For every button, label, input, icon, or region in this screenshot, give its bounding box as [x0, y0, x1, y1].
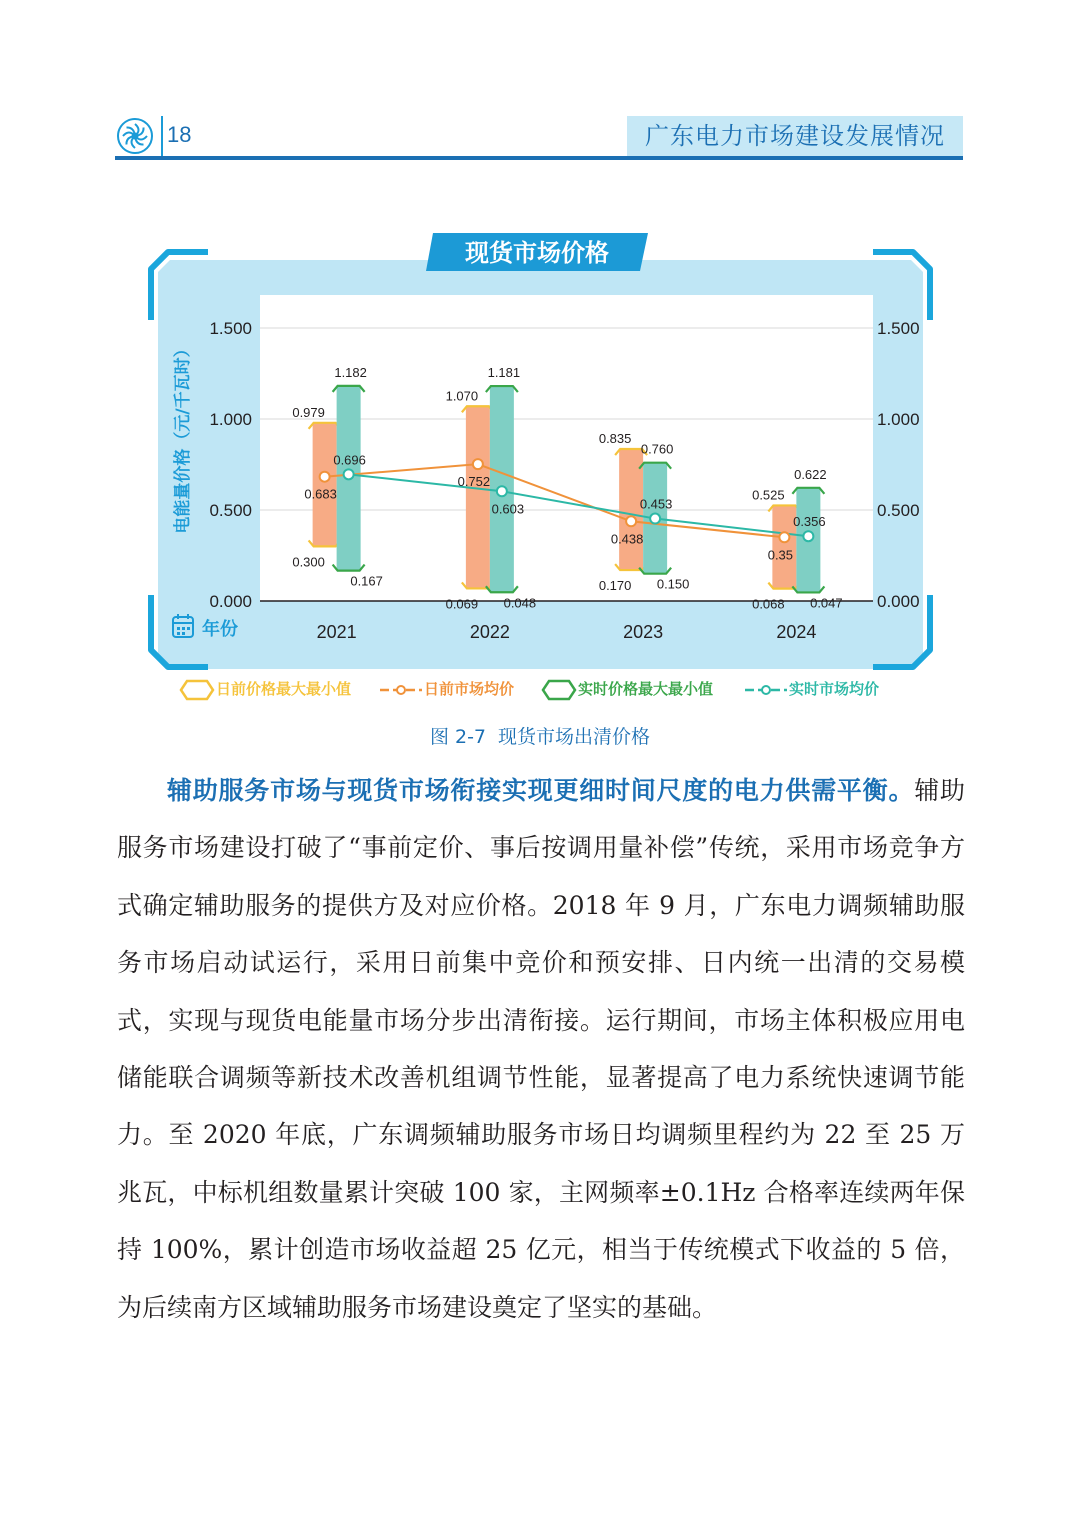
y-tick-label-right: 1.500 — [877, 319, 920, 338]
real-time-min-label: 0.047 — [810, 595, 843, 611]
x-tick-label: 2024 — [776, 622, 817, 642]
real-time-max-label: 0.760 — [640, 441, 674, 457]
bracket-icon — [178, 677, 216, 703]
x-tick-label: 2023 — [623, 622, 664, 642]
day-ahead-max-label: 1.070 — [445, 388, 479, 404]
y-tick-label-left: 1.500 — [209, 319, 252, 338]
price-chart — [148, 225, 933, 670]
real-time-average-label: 0.603 — [491, 501, 525, 517]
real-time-min-label: 0.150 — [656, 576, 690, 592]
y-tick-label-right: 1.000 — [877, 410, 920, 429]
day-ahead-average-point — [320, 472, 330, 482]
y-tick-label-right: 0.500 — [877, 501, 920, 520]
x-tick-label: 2021 — [316, 622, 357, 642]
real-time-average-point — [497, 486, 507, 496]
legend-da-range: 日前价格最大最小值 — [178, 676, 351, 702]
real-time-average-point — [803, 531, 813, 541]
real-time-average-point — [344, 469, 354, 479]
day-ahead-average-point — [473, 459, 483, 469]
page-header — [115, 112, 963, 160]
paragraph-text: 辅助服务市场建设打破了“事前定价、事后按调用量补偿”传统，采用市场竞争方式确定辅助服务的提供方及对应价格。2018 年 9 月，广东电力调频辅助服务市场启动试运行，采用日前集中竞价和预安排、日内统一出清的交易模式，实现与现货电能量市场分步出清衔接。运行期间，市场主体积极应用电储能联合调频等新技术改善机组调节性能，显著提高了电力系统快速调节能力。至 2020 年底，广东调频辅助服务市场日均调频里程约为 22 至 25 万兆瓦，中标机组数量累计突破 100 家，主网频率±0.1Hz 合格率连续两年保持 100%，累计创造市场收益超 25 亿元，相当于传统模式下收益的 5 倍，为后续南方区域辅助服务市场建设奠定了坚实的基础。 — [117, 776, 965, 1322]
real-time-average-point — [650, 514, 660, 524]
bracket-icon — [540, 677, 578, 703]
y-tick-label-left: 1.000 — [209, 410, 252, 429]
figure-number: 图 2-7 — [429, 726, 487, 748]
day-ahead-average-point — [779, 532, 789, 542]
real-time-max-label: 0.622 — [794, 466, 827, 482]
legend-rt-avg: 实时市场均价 — [743, 676, 879, 702]
y-tick-label-right: 0.000 — [877, 592, 920, 611]
chart-title: 现货市场价格 — [465, 239, 609, 267]
paragraph-lead: 辅助服务市场与现货市场衔接实现更细时间尺度的电力供需平衡。 — [167, 776, 915, 805]
legend-da-avg: 日前市场均价 — [378, 676, 514, 702]
real-time-min-label: 0.167 — [350, 573, 383, 589]
figure-title: 现货市场出清价格 — [498, 726, 651, 748]
y-axis-label: 电能量价格（元/千瓦时） — [173, 340, 193, 534]
day-ahead-average-point — [626, 516, 636, 526]
chart-legend — [178, 676, 902, 702]
section-title: 广东电力市场建设发展情况 — [627, 116, 963, 156]
legend-rt-range: 实时价格最大最小值 — [540, 676, 713, 702]
day-ahead-average-label: 0.683 — [304, 486, 337, 502]
page-number: 18 — [167, 122, 192, 147]
day-ahead-range-bar — [313, 423, 337, 547]
y-tick-label-left: 0.500 — [209, 501, 252, 520]
day-ahead-min-label: 0.068 — [752, 596, 785, 612]
y-tick-label-left: 0.000 — [209, 592, 252, 611]
day-ahead-min-label: 0.069 — [445, 596, 479, 612]
x-tick-label: 2022 — [469, 622, 510, 642]
real-time-average-label: 0.356 — [793, 514, 826, 530]
chart-svg — [148, 225, 933, 670]
line-marker-icon — [743, 677, 789, 703]
day-ahead-min-label: 0.300 — [292, 554, 325, 570]
real-time-average-label: 0.453 — [639, 496, 673, 512]
day-ahead-min-label: 0.170 — [598, 578, 632, 594]
day-ahead-average-label: 0.438 — [610, 531, 644, 547]
header-rule — [115, 156, 963, 160]
real-time-average-label: 0.696 — [333, 452, 366, 468]
day-ahead-range-bar — [466, 406, 490, 588]
day-ahead-max-label: 0.979 — [292, 404, 325, 420]
day-ahead-average-label: 0.752 — [457, 474, 491, 490]
body-paragraph — [117, 762, 965, 1336]
logo-icon — [115, 116, 155, 156]
line-marker-icon — [378, 677, 424, 703]
day-ahead-average-label: 0.35 — [767, 547, 794, 563]
day-ahead-max-label: 0.525 — [752, 487, 785, 503]
real-time-max-label: 1.182 — [334, 364, 367, 380]
x-axis-label: 年份 — [202, 619, 238, 640]
day-ahead-max-label: 0.835 — [598, 431, 632, 447]
real-time-min-label: 0.048 — [503, 595, 537, 611]
figure-caption — [0, 722, 1080, 749]
real-time-max-label: 1.181 — [487, 365, 521, 381]
header-divider — [161, 116, 163, 156]
